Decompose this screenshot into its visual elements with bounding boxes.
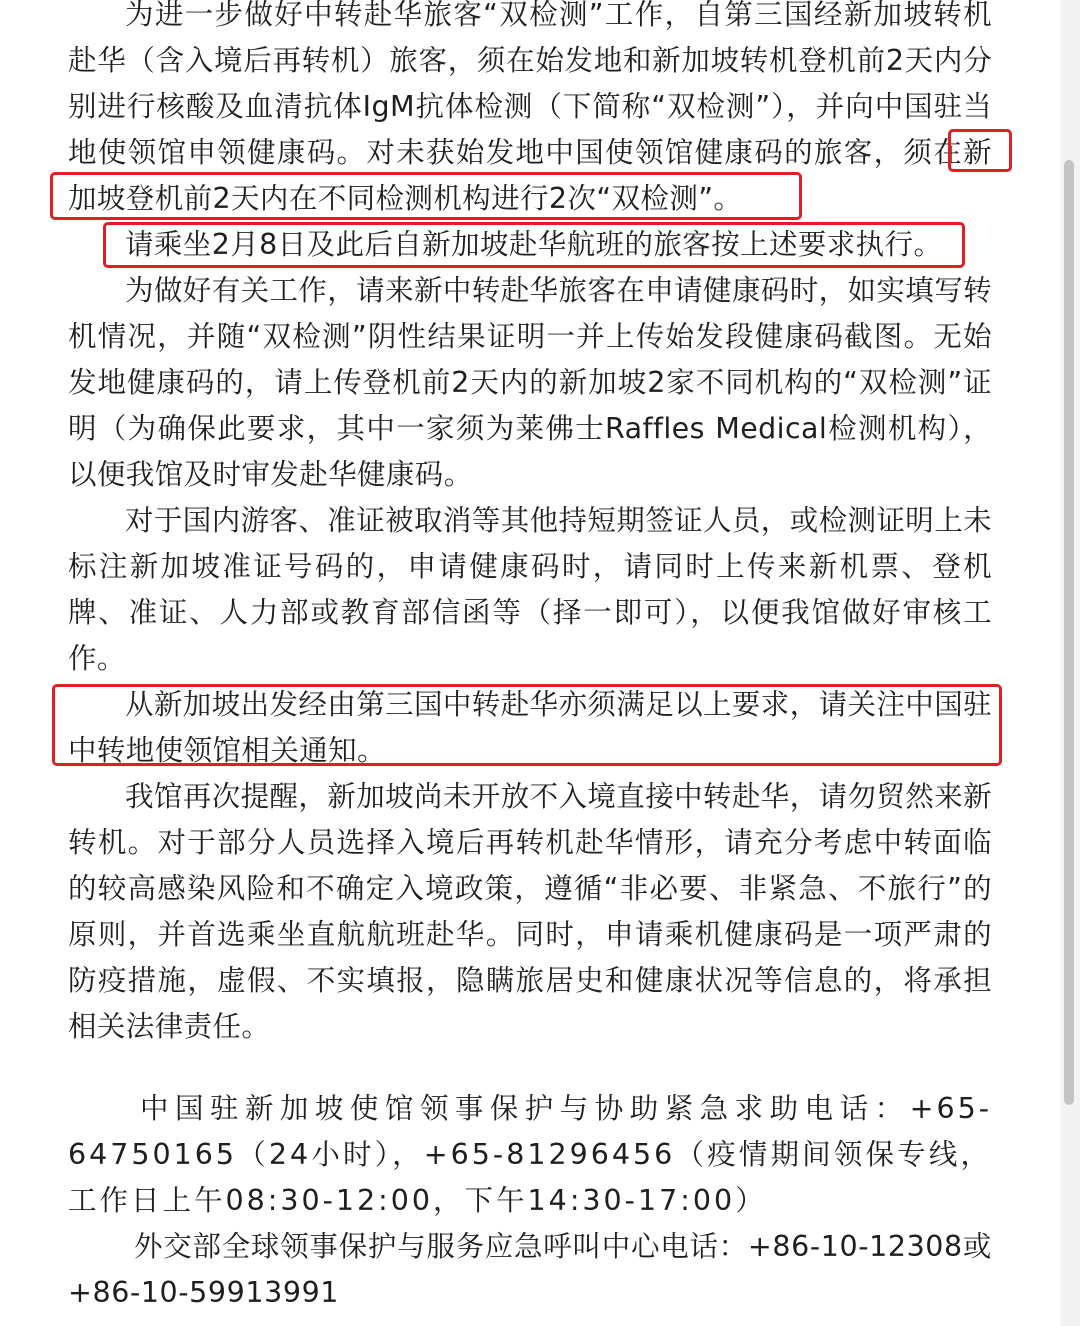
scrollbar-thumb[interactable] [1064,160,1074,1105]
paragraph-third-country-transit: 从新加坡出发经由第三国中转赴华亦须满足以上要求，请关注中国驻中转地使领馆相关通知。 [68,688,993,767]
mfa-hotline: 外交部全球领事保护与服务应急呼叫中心电话：+86-10-12308或+86-10-59913991 [68,1230,992,1309]
paragraph-double-testing: 为进一步做好中转赴华旅客“双检测”工作，自第三国经新加坡转机赴华（含入境后再转机）旅客，须在始发地和新加坡转机登机前2天内分别进行核酸及血清抗体IgM抗体检测（下简称“双检测”），并向中国驻当地使领馆申领健康码。对未获始发地中国使领馆健康码的旅客，须在新加坡登机前2天内在不同检测机构进行2次“双检测”。 [68,0,992,215]
paragraph-short-term-visa: 对于国内游客、准证被取消等其他持短期签证人员，或检测证明上未标注新加坡准证号码的，申请健康码时，请同时上传来新机票、登机牌、准证、人力部或教育部信函等（择一即可），以便我馆做好审核工作。 [68,504,993,675]
paragraph-reminder: 我馆再次提醒，新加坡尚未开放不入境直接中转赴华，请勿贸然来新转机。对于部分人员选择入境后再转机赴华情形，请充分考虑中转面临的较高感染风险和不确定入境政策，遵循“非必要、非紧急、不旅行”的原则，并首选乘坐直航航班赴华。同时，申请乘机健康码是一项严肃的防疫措施，虚假、不实填报，隐瞒旅居史和健康状况等信息的，将承担相关法律责任。 [68,780,993,1043]
vertical-scrollbar[interactable] [1060,0,1080,1326]
embassy-emergency-phone: 中国驻新加坡使馆领事保护与协助紧急求助电话：+65-64750165（24小时），+65-81296456（疫情期间领保专线，工作日上午08:30-12:00，下午14:30-17:00） [68,1092,992,1217]
paragraph-health-code-application: 为做好有关工作，请来新中转赴华旅客在申请健康码时，如实填写转机情况，并随“双检测”阴性结果证明一并上传始发段健康码截图。无始发地健康码的，请上传登机前2天内的新加坡2家不同机构的“双检测”证明（为确保此要求，其中一家须为莱佛士Raffles Medical检测机构），以便我馆及时审发赴华健康码。 [68,274,993,491]
paragraph-effective-date: 请乘坐2月8日及此后自新加坡赴华航班的旅客按上述要求执行。 [125,228,943,261]
notice-article [68,0,992,1316]
